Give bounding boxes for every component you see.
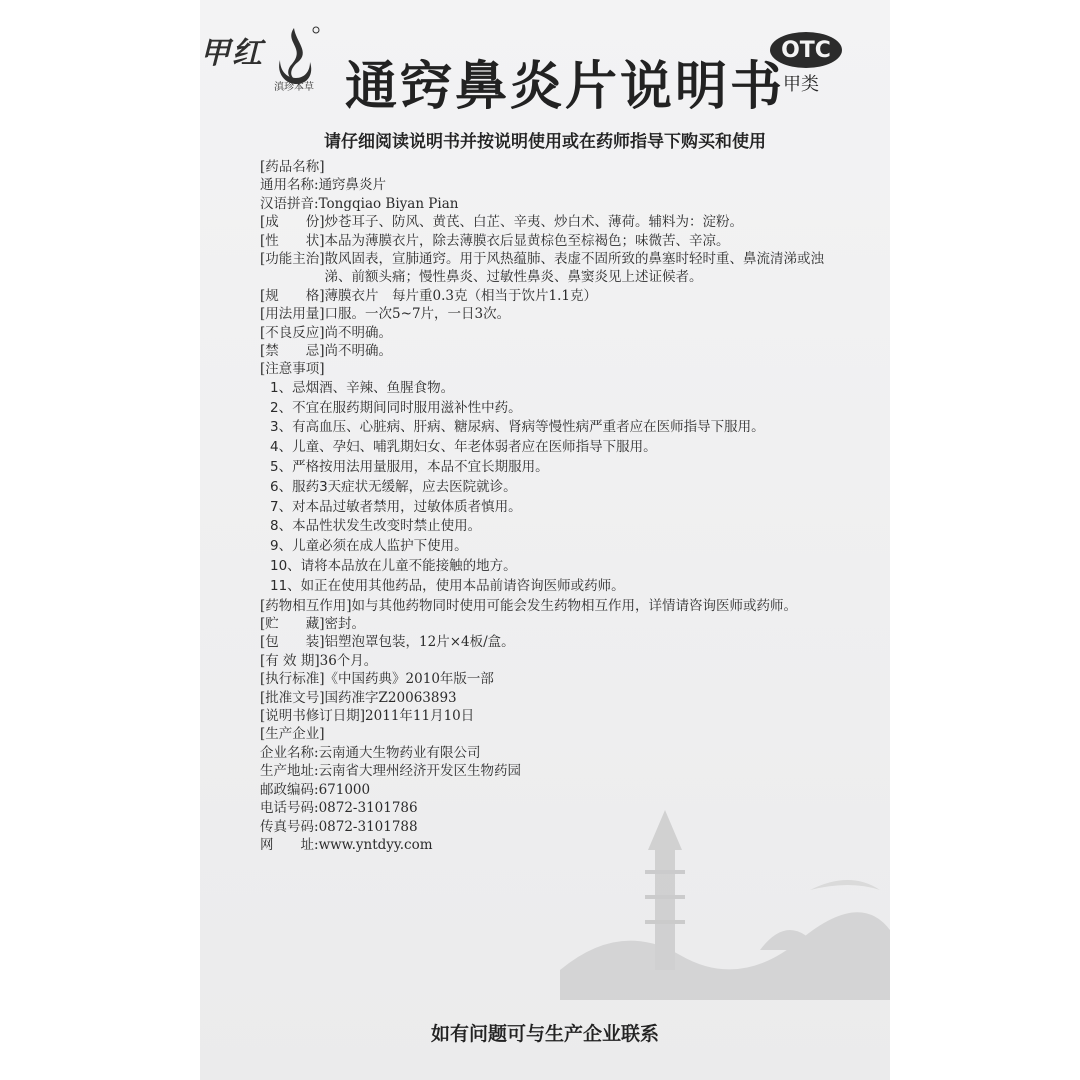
contraindication-row xyxy=(260,342,830,360)
pinyin-value: Tongqiao Biyan Pian xyxy=(318,195,459,212)
ingredients-label: [成 份] xyxy=(260,214,325,231)
approval-value: 国药准字Z20063893 xyxy=(324,689,457,706)
revision-label: [说明书修订日期] xyxy=(260,708,366,725)
precaution-item: 3、有高血压、心脏病、肝病、糖尿病、肾病等慢性病严重者应在医师指导下服用。 xyxy=(270,419,765,436)
standard-label: [执行标准] xyxy=(260,671,325,688)
fax-row xyxy=(260,818,830,836)
indications-row xyxy=(260,250,830,287)
postcode-value: 671000 xyxy=(318,781,371,798)
indications-label: [功能主治] xyxy=(260,251,325,268)
approval-row xyxy=(260,689,830,707)
storage-row xyxy=(260,615,830,633)
company-name-row xyxy=(260,744,830,762)
generic-name-label: 通用名称: xyxy=(260,177,319,194)
precaution-item: 9、儿童必须在成人监护下使用。 xyxy=(270,538,468,555)
precaution-item: 2、不宜在服药期间同时服用滋补性中药。 xyxy=(270,399,522,416)
address-row xyxy=(260,762,830,780)
section-manufacturer: [生产企业] xyxy=(260,726,325,743)
precaution-item: 7、对本品过敏者禁用，过敏体质者慎用。 xyxy=(270,498,522,515)
dosage-label: [用法用量] xyxy=(260,306,325,323)
precaution-item: 8、本品性状发生改变时禁止使用。 xyxy=(270,518,482,535)
company-name-label: 企业名称: xyxy=(260,744,319,761)
ingredients-row xyxy=(260,213,830,231)
dosage-value: 口服。一次5~7片，一日3次。 xyxy=(324,306,511,323)
address-label: 生产地址: xyxy=(260,763,319,780)
leaflet-body xyxy=(260,158,830,854)
usage-instruction: 请仔细阅读说明书并按说明使用或在药师指导下购买和使用 xyxy=(324,132,766,152)
contact-footer: 如有问题可与生产企业联系 xyxy=(430,1023,659,1045)
phone-value: 0872-3101786 xyxy=(318,800,418,817)
otc-badge: OTC xyxy=(770,32,842,68)
validity-row xyxy=(260,652,830,670)
storage-value: 密封。 xyxy=(324,616,366,633)
company-name-value: 云南通大生物药业有限公司 xyxy=(318,744,481,761)
revision-row xyxy=(260,707,830,725)
validity-label: [有 效 期] xyxy=(260,652,320,669)
website-label: 网 址: xyxy=(260,836,319,853)
appearance-value: 本品为薄膜衣片，除去薄膜衣后显黄棕色至棕褐色；味微苦、辛凉。 xyxy=(324,232,730,249)
interaction-label: [药物相互作用] xyxy=(260,597,352,614)
postcode-row xyxy=(260,781,830,799)
spec-value: 薄膜衣片 每片重0.3克（相当于饮片1.1克） xyxy=(324,287,597,304)
website-value: www.yntdyy.com xyxy=(318,836,433,853)
adverse-row xyxy=(260,324,830,342)
section-drug-name: [药品名称] xyxy=(260,159,325,175)
standard-row xyxy=(260,670,830,688)
contraindication-value: 尚不明确。 xyxy=(324,343,393,360)
interaction-row xyxy=(260,597,830,615)
package-label: [包 装] xyxy=(260,634,325,651)
pinyin-row xyxy=(260,195,830,213)
storage-label: [贮 藏] xyxy=(260,616,325,633)
address-value: 云南省大理州经济开发区生物药园 xyxy=(318,763,522,780)
dosage-row xyxy=(260,305,830,323)
leaflet-sheet xyxy=(200,0,890,1080)
postcode-label: 邮政编码: xyxy=(260,781,319,798)
fax-label: 传真号码: xyxy=(260,818,319,835)
precaution-item: 10、请将本品放在儿童不能接触的地方。 xyxy=(270,558,517,575)
fax-value: 0872-3101788 xyxy=(318,818,418,835)
logo-caption: 滇珍本草 xyxy=(274,82,314,93)
phone-row xyxy=(260,799,830,817)
precautions-list xyxy=(260,379,830,597)
approval-label: [批准文号] xyxy=(260,689,325,706)
document-title: 通窍鼻炎片说明书 xyxy=(345,57,786,117)
precaution-item: 1、忌烟酒、辛辣、鱼腥食物。 xyxy=(270,379,455,396)
pinyin-label: 汉语拼音: xyxy=(260,195,319,212)
contraindication-label: [禁 忌] xyxy=(260,343,325,360)
brand-name: 甲红 xyxy=(200,36,264,71)
precaution-item: 5、严格按用法用量服用，本品不宜长期服用。 xyxy=(270,459,549,476)
package-row xyxy=(260,633,830,651)
precaution-item: 11、如正在使用其他药品，使用本品前请咨询医师或药师。 xyxy=(270,577,625,594)
appearance-label: [性 状] xyxy=(260,232,325,249)
standard-value: 《中国药典》2010年版一部 xyxy=(324,671,494,688)
website-row xyxy=(260,836,830,854)
phone-label: 电话号码: xyxy=(260,800,319,817)
adverse-label: [不良反应] xyxy=(260,324,325,341)
revision-value: 2011年11月10日 xyxy=(365,708,475,725)
precaution-item: 4、儿童、孕妇、哺乳期妇女、年老体弱者应在医师指导下服用。 xyxy=(270,439,657,456)
package-value: 铝塑泡罩包装，12片×4板/盒。 xyxy=(324,634,515,651)
section-precautions: [注意事项] xyxy=(260,361,325,378)
otc-class: 甲类 xyxy=(783,74,819,95)
indications-value: 散风固表，宣肺通窍。用于风热蕴肺、表虚不固所致的鼻塞时轻时重、鼻流清涕或浊涕、前额头痛；慢性鼻炎、过敏性鼻炎、鼻窦炎见上述证候者。 xyxy=(324,251,825,286)
validity-value: 36个月。 xyxy=(319,652,378,669)
spec-label: [规 格] xyxy=(260,287,325,304)
ingredients-value: 炒苍耳子、防风、黄芪、白芷、辛夷、炒白术、薄荷。辅料为：淀粉。 xyxy=(324,214,744,231)
spec-row xyxy=(260,287,830,305)
interaction-value: 如与其他药物同时使用可能会发生药物相互作用，详情请咨询医师或药师。 xyxy=(351,597,798,614)
precaution-item: 6、服药3天症状无缓解，应去医院就诊。 xyxy=(270,478,517,495)
generic-name-row xyxy=(260,176,830,194)
appearance-row xyxy=(260,232,830,250)
adverse-value: 尚不明确。 xyxy=(324,324,393,341)
generic-name-value: 通窍鼻炎片 xyxy=(318,177,387,194)
